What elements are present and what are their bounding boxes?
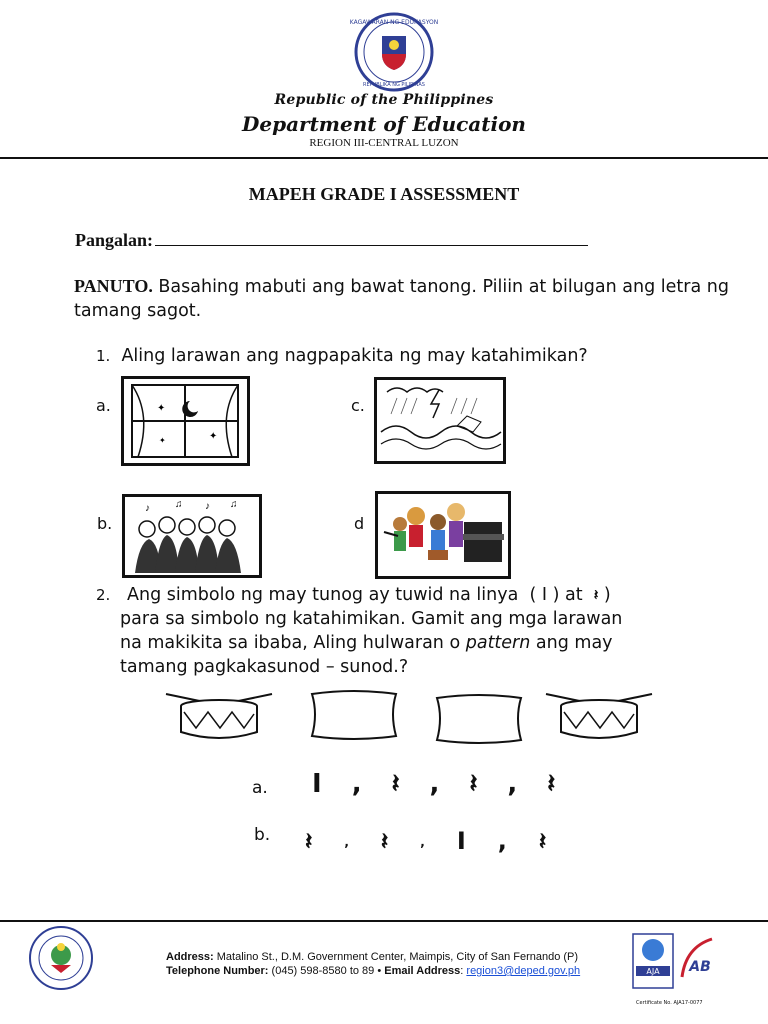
email-link[interactable]: region3@deped.gov.ph <box>466 965 581 977</box>
uab-cert-badge <box>678 935 718 985</box>
drum-icon <box>540 690 658 742</box>
svg-text:♪: ♪ <box>145 503 150 514</box>
choice-c-letter[interactable]: c. <box>351 396 365 415</box>
choice-a-picture[interactable] <box>121 376 250 466</box>
svg-text:✦: ✦ <box>209 431 218 442</box>
choice-d-picture[interactable] <box>375 491 511 579</box>
footer-deped-seal <box>28 925 94 991</box>
question-2-line-2: para sa simbolo ng katahimikan. Gamit ang mga larawan <box>120 609 623 629</box>
children-music-icon <box>378 494 508 576</box>
window-night-icon <box>124 379 247 463</box>
name-label: Pangalan: <box>75 230 154 250</box>
deped-seal <box>349 12 439 92</box>
uab-label: AB <box>689 959 711 975</box>
option-a-letter[interactable]: a. <box>252 778 268 798</box>
department-label: Department of Education <box>242 112 526 136</box>
pattern-drum-2 <box>540 690 658 742</box>
name-field-row <box>75 229 588 251</box>
choice-d-letter[interactable]: d <box>354 514 365 533</box>
instructions-text: Basahing mabuti ang bawat tanong. Piliin at bilugan ang letra ng tamang sagot. <box>74 277 729 321</box>
pillow-icon <box>429 692 529 746</box>
option-b-letter[interactable]: b. <box>254 825 271 845</box>
certificate-number: Certificate No. AJA17-0077 <box>636 1000 703 1006</box>
choice-c-picture[interactable] <box>374 377 506 464</box>
aja-label: AJA <box>646 967 660 976</box>
assessment-title: MAPEH GRADE I ASSESSMENT <box>248 184 520 204</box>
svg-text:♫: ♫ <box>230 499 238 510</box>
header-divider <box>0 157 768 159</box>
instructions-label: PANUTO. <box>74 276 153 296</box>
footer-phone-email: Telephone Number: (045) 598-8580 to 89 • Email Address: region3@deped.gov.ph <box>166 965 581 977</box>
footer-address: Address: Matalino St., D.M. Government Center, Maimpis, City of San Fernando (P) <box>166 951 579 963</box>
svg-text:✦: ✦ <box>159 436 166 445</box>
choice-b-letter[interactable]: b. <box>97 514 113 533</box>
pillow-icon <box>304 688 404 742</box>
question-2 <box>96 583 746 679</box>
question-2-line-3: na makikita sa ibaba, Aling hulwaran o pattern ang may <box>120 633 613 653</box>
pattern-pillow-1 <box>304 688 404 742</box>
svg-text:KAGAWARAN NG EDUKASYON: KAGAWARAN NG EDUKASYON <box>349 19 439 26</box>
option-a-symbols[interactable]: I , 𝄽 , 𝄽 , 𝄽 <box>312 769 556 799</box>
question-1-number: 1. <box>96 347 111 365</box>
choir-singing-icon <box>125 497 259 575</box>
aja-cert-badge <box>632 933 674 989</box>
svg-text:✦: ✦ <box>157 403 166 414</box>
storm-scene-icon <box>377 380 503 461</box>
svg-text:♪: ♪ <box>205 501 210 512</box>
instructions <box>74 274 744 323</box>
question-1-text: Aling larawan ang nagpapakita ng may katahimikan? <box>121 346 588 366</box>
choice-b-picture[interactable] <box>122 494 262 578</box>
svg-text:REPUBLIKA NG PILIPINAS: REPUBLIKA NG PILIPINAS <box>363 82 425 88</box>
footer-divider <box>0 920 768 922</box>
question-2-line-4: tamang pagkakasunod – sunod.? <box>120 657 409 677</box>
republic-label: Republic of the Philippines <box>274 92 494 108</box>
drum-icon <box>160 690 278 742</box>
pattern-drum-1 <box>160 690 278 742</box>
question-2-line-1: 2. Ang simbolo ng may tunog ay tuwid na linya ( I ) at 𝄽 ) <box>96 585 611 605</box>
pattern-pillow-2 <box>429 692 529 746</box>
choice-a-letter[interactable]: a. <box>96 396 111 415</box>
svg-text:♫: ♫ <box>175 499 183 510</box>
question-2-number: 2. <box>96 586 111 604</box>
footer-contact <box>166 950 580 978</box>
region-label: REGION III-CENTRAL LUZON <box>309 137 459 149</box>
question-1 <box>96 344 588 368</box>
name-blank-line[interactable] <box>155 229 588 246</box>
option-b-symbols[interactable]: 𝄽 , 𝄽 , I , 𝄽 <box>305 827 547 855</box>
rest-symbol-icon: 𝄽 <box>593 586 599 604</box>
